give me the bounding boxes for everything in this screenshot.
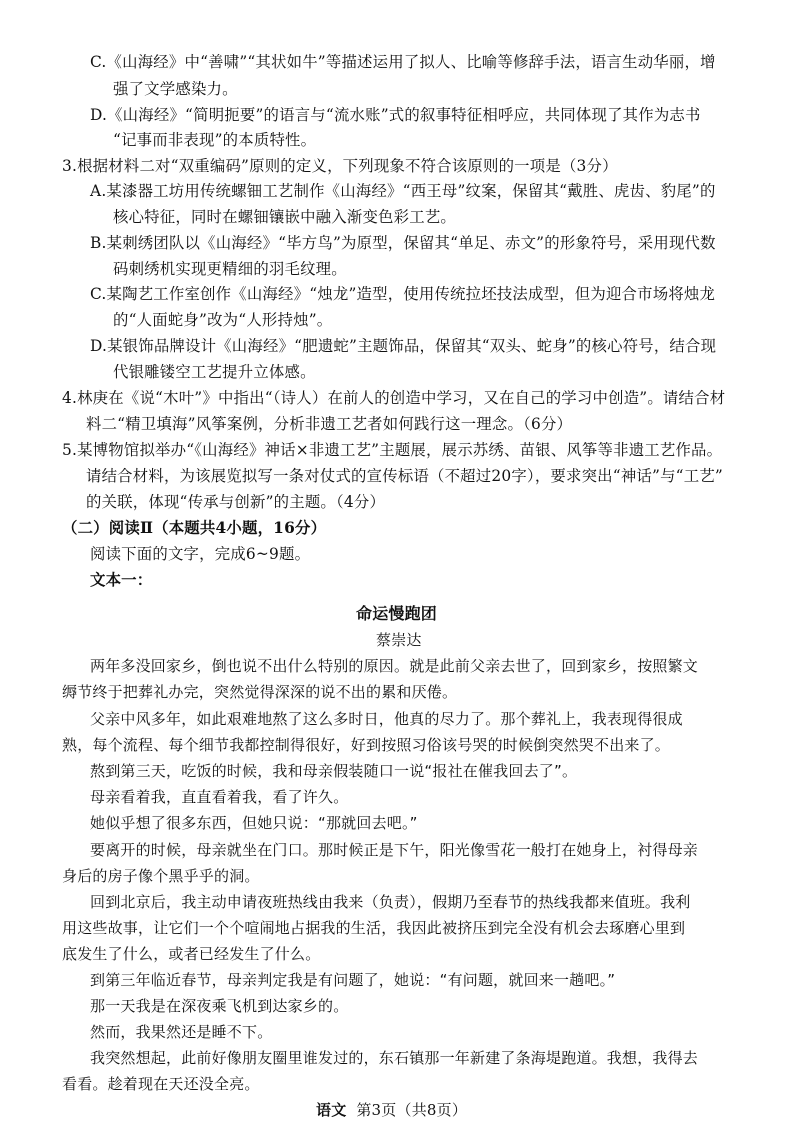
q3-option-b-line1: B.某刺绣团队以《山海经》“毕方鸟”为原型，保留其“单足、赤文”的形象符号，采用现代数 [90, 234, 716, 252]
section-instruction: 阅读下面的文字，完成6~9题。 [90, 545, 311, 563]
q5-line1: 5.某博物馆拟举办“《山海经》神话×非遗工艺”主题展，展示苏绣、苗银、风筝等非遗工艺作品。 [62, 441, 723, 459]
story-title: 命运慢跑团 [356, 604, 438, 623]
q3-option-d-line1: D.某银饰品牌设计《山海经》“肥遗蛇”主题饰品，保留其“双头、蛇身”的核心符号，结合现 [90, 337, 717, 355]
story-p11-line1: 我突然想起，此前好像朋友圈里谁发过的，东石镇那一年新建了条海堤跑道。我想，我得去 [90, 1049, 699, 1067]
q5-line2: 请结合材料，为该展览拟写一条对仗式的宣传标语（不超过20字），要求突出“神话”与“工艺” [86, 467, 724, 485]
story-p3: 熬到第三天，吃饭的时候，我和母亲假装随口一说“报社在催我回去了”。 [90, 762, 578, 780]
story-p6-line2: 身后的房子像个黑乎乎的洞。 [62, 867, 260, 885]
q2-option-c-line1: C.《山海经》中“善啸”“其状如牛”等描述运用了拟人、比喻等修辞手法，语言生动华丽，增 [90, 53, 716, 71]
q3-option-d-line2: 代银雕镂空工艺提升立体感。 [113, 363, 316, 381]
story-p6-line1: 要离开的时候，母亲就坐在门口。那时候正是下午，阳光像雪花一般打在她身上，衬得母亲 [90, 841, 699, 859]
q3-option-c-line2: 的“人面蛇身”改为“人形持烛”。 [113, 311, 333, 329]
story-p2-line1: 父亲中风多年，如此艰难地熬了这么多时日，他真的尽力了。那个葬礼上，我表现得很成 [90, 710, 683, 728]
q3-option-b-line2: 码刺绣机实现更精细的羽毛纹理。 [113, 260, 347, 278]
text-label: 文本一： [90, 571, 153, 589]
story-p1-line2: 缛节终于把葬礼办完，突然觉得深深的说不出的累和厌倦。 [62, 683, 458, 701]
story-p1-line1: 两年多没回家乡，倒也说不出什么特别的原因。就是此前父亲去世了，回到家乡，按照繁文 [90, 657, 699, 675]
story-p7-line3: 底发生了什么，或者已经发生了什么。 [62, 945, 321, 963]
q2-option-c-line2: 强了文学感染力。 [113, 80, 238, 98]
q4-line2: 料二“精卫填海”风筝案例，分析非遗工艺者如何践行这一理念。（6分） [86, 415, 573, 433]
q3-option-c-line1: C.某陶艺工作室创作《山海经》“烛龙”造型，使用传统拉坯技法成型，但为迎合市场将烛龙 [90, 285, 716, 303]
section-heading: （二）阅读Ⅱ（本题共4小题，16分） [62, 519, 327, 537]
q2-option-d-line2: “记事而非表现”的本质特性。 [113, 131, 317, 149]
story-p5: 她似乎想了很多东西，但她只说：“那就回去吧。” [90, 814, 418, 832]
q3-option-a-line1: A.某漆器工坊用传统螺钿工艺制作《山海经》“西王母”纹案，保留其“戴胜、虎齿、豹尾”的 [90, 182, 716, 200]
story-p4: 母亲看着我，直直看着我，看了许久。 [90, 788, 349, 806]
page-footer [316, 1100, 467, 1120]
q3-stem: 3.根据材料二对“双重编码”原则的定义，下列现象不符合该原则的一项是（3分） [62, 157, 618, 175]
story-p7-line2: 用这些故事，让它们一个个喧闹地占据我的生活，我因此被挤压到完全没有机会去琢磨心里到 [62, 919, 686, 937]
q2-option-d-line1: D.《山海经》“简明扼要”的语言与“流水账”式的叙事特征相呼应，共同体现了其作为志书 [90, 106, 701, 124]
story-p11-line2: 看看。趁着现在天还没全亮。 [62, 1075, 260, 1093]
story-p7-line1: 回到北京后，我主动申请夜班热线由我来（负责），假期乃至春节的热线我都来值班。我利 [90, 893, 691, 911]
q4-line1: 4.林庚在《说“木叶”》中指出“（诗人）在前人的创造中学习，又在自己的学习中创造”。请结合材 [62, 389, 726, 407]
story-p8: 到第三年临近春节，母亲判定我是有问题了，她说：“有问题，就回来一趟吧。” [90, 971, 616, 989]
story-p2-line2: 熟，每个流程、每个细节我都控制得很好，好到按照习俗该号哭的时候倒突然哭不出来了。 [62, 736, 671, 754]
q5-line3: 的关联，体现“传承与创新”的主题。（4分） [86, 493, 386, 511]
footer-subject: 语文 [316, 1101, 347, 1119]
q3-option-a-line2: 核心特征，同时在螺钿镶嵌中融入渐变色彩工艺。 [113, 208, 456, 226]
story-p9: 那一天我是在深夜乘飞机到达家乡的。 [90, 997, 349, 1015]
story-p10: 然而，我果然还是睡不下。 [90, 1023, 273, 1041]
story-author: 蔡崇达 [376, 631, 422, 649]
footer-page-number: 第3页（共8页） [356, 1101, 468, 1119]
